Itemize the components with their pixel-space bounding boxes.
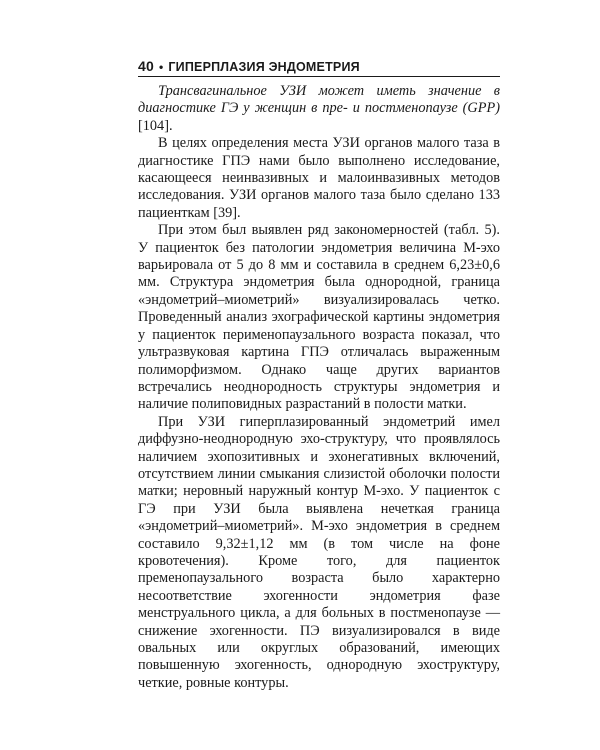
section-title: ГИПЕРПЛАЗИЯ ЭНДОМЕТРИЯ xyxy=(168,60,360,74)
paragraph-1 xyxy=(138,83,500,135)
paragraph-1-italic-lead: Трансвагинальное УЗИ может иметь значение в диагностике ГЭ у женщин в пре- и постменопаузе (GPP) xyxy=(138,83,500,117)
paragraph-2: В целях определения места УЗИ органов малого таза в диагностике ГПЭ нами было выполнено исследование, касающееся неинвазивных и малоинвазивных методов исследования. УЗИ органов малого таза было сделано 133 пациенткам [39]. xyxy=(138,135,500,221)
body-text xyxy=(138,83,500,692)
page-number: 40 xyxy=(138,58,154,74)
running-head xyxy=(138,54,500,74)
header-rule xyxy=(138,76,500,77)
paragraph-4: При УЗИ гиперплазированный эндометрий имел диффузно-неоднородную эхо-структуру, что проявлялось наличием эхопозитивных и эхонегативных включений, отсутствием линии смыкания слизистой оболочки полости матки; неровный наружный контур М-эхо. У пациенток с ГЭ при УЗИ была выявлена нечеткая граница «эндометрий–миометрий». М-эхо эндометрия в среднем составило 9,32±1,12 мм (в том числе на фоне кровотечения). Кроме того, для пациенток пременопаузального возраста было характерно несоответствие эхогенности эндометрия фазе менструального цикла, а для больных в постменопаузе — снижение эхогенности. ПЭ визуализировался в виде овальных или округлых образований, имеющих повышенную эхогенность, однородную эхоструктуру, четкие, ровные контуры. xyxy=(138,413,500,691)
bullet-separator: • xyxy=(158,60,164,74)
paragraph-1-citation: [104]. xyxy=(138,117,173,134)
paragraph-3: При этом был выявлен ряд закономерностей (табл. 5). У пациенток без патологии эндометрия величина М-эхо варьировала от 5 до 8 мм и составила в среднем 6,23±0,6 мм. Структура эндометрия была однородной, граница «эндометрий–миометрий» визуализировалась четко. Проведенный анализ эхографической картины эндометрия у пациенток перименопаузального возраста показал, что ультразвуковая картина ГПЭ отличалась выраженным полиморфизмом. Однако чаще других вариантов встречались неоднородность структуры эндометрия и наличие полиповидных разрастаний в полости матки. xyxy=(138,222,500,413)
